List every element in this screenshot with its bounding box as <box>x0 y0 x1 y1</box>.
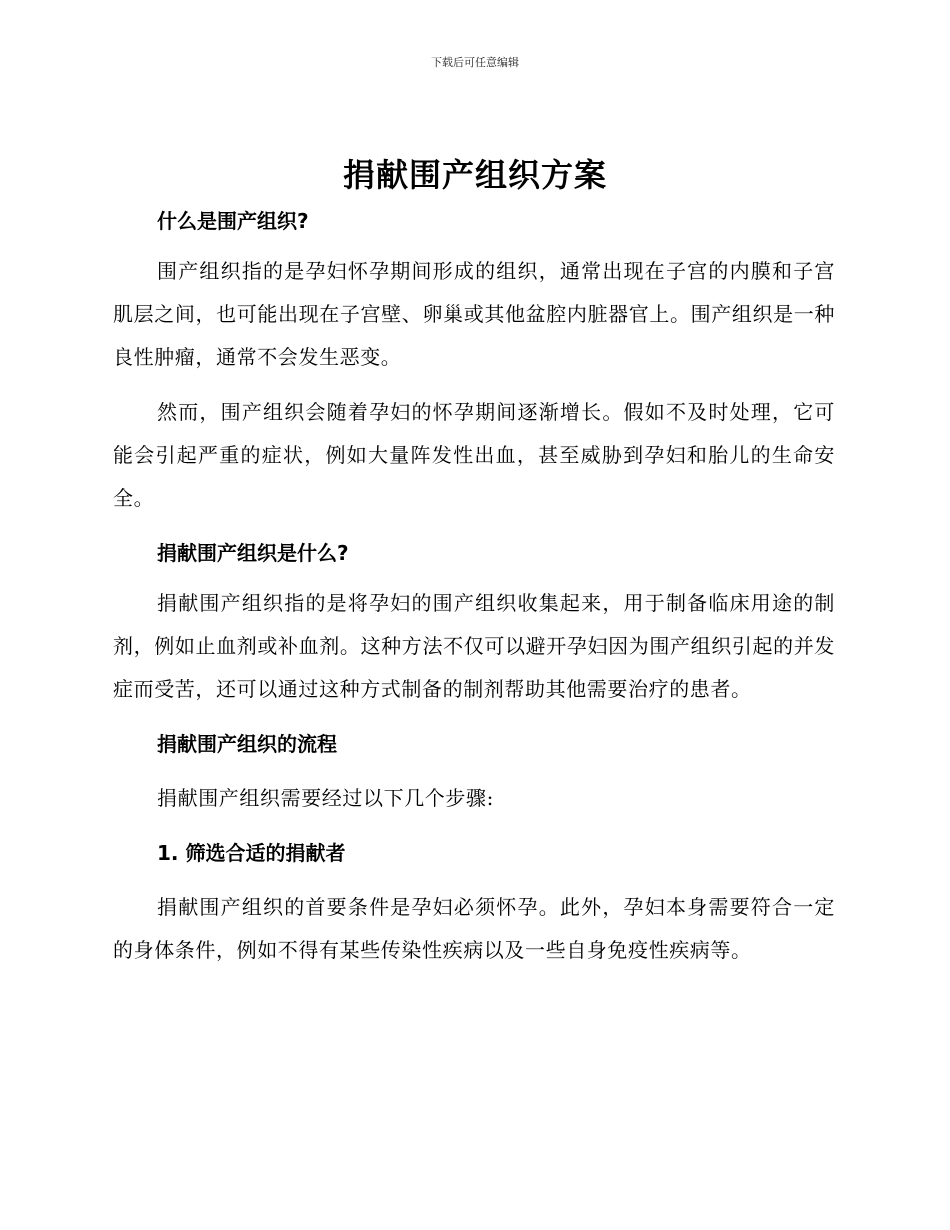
section-heading-donation: 捐献围产组织是什么? <box>157 541 349 565</box>
paragraph-definition: 围产组织指的是孕妇怀孕期间形成的组织，通常出现在子宫的内膜和子宫肌层之间，也可能出现在子宫壁、卵巢或其他盆腔内脏器官上。围产组织是一种良性肿瘤，通常不会发生恶变。 <box>113 259 835 369</box>
paragraph-donation: 捐献围产组织指的是将孕妇的围产组织收集起来，用于制备临床用途的制剂，例如止血剂或补血剂。这种方法不仅可以避开孕妇因为围产组织引起的并发症而受苦，还可以通过这种方式制备的制剂帮助其他需要治疗的患者。 <box>113 591 835 701</box>
paragraph-risk: 然而，围产组织会随着孕妇的怀孕期间逐渐增长。假如不及时处理，它可能会引起严重的症状，例如大量阵发性出血，甚至威胁到孕妇和胎儿的生命安全。 <box>113 400 835 510</box>
section-heading-what-is: 什么是围产组织? <box>157 209 309 233</box>
paragraph-screening: 捐献围产组织的首要条件是孕妇必须怀孕。此外，孕妇本身需要符合一定的身体条件，例如不得有某些传染性疾病以及一些自身免疫性疾病等。 <box>113 895 835 962</box>
document-title: 捐献围产组织方案 <box>342 156 607 194</box>
header-note: 下载后可任意编辑 <box>431 56 519 69</box>
section-heading-process: 捐献围产组织的流程 <box>157 732 337 756</box>
paragraph-process-intro: 捐献围产组织需要经过以下几个步骤: <box>157 786 494 810</box>
document-body <box>113 200 835 972</box>
step-heading-screening: 1. 筛选合适的捐献者 <box>157 841 346 865</box>
